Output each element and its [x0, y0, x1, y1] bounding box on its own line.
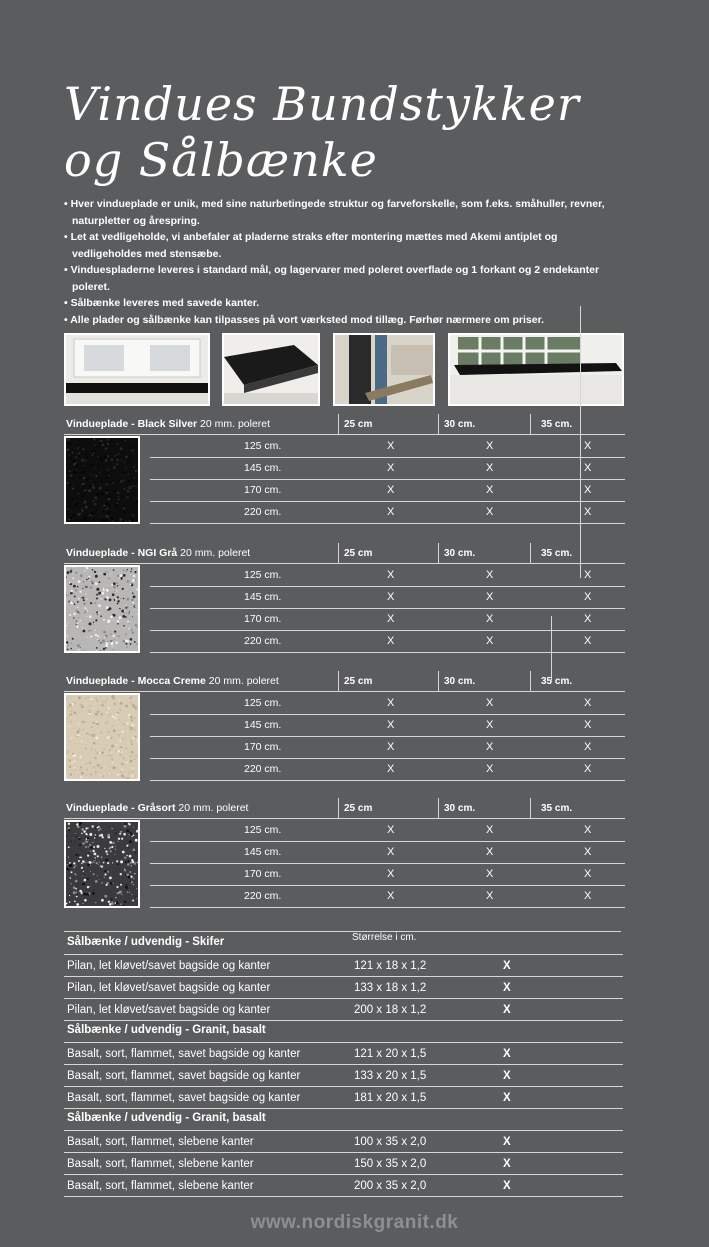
availability-mark: X — [486, 591, 494, 603]
sill-dimensions: 100 x 35 x 2,0 — [354, 1136, 427, 1148]
table-title — [66, 802, 248, 814]
sill-description: Pilan, let kløvet/savet bagside og kanter — [67, 960, 271, 972]
row-rule — [150, 652, 625, 653]
page-title — [64, 76, 664, 188]
table-header-rule — [64, 818, 625, 819]
availability-mark: X — [584, 741, 592, 753]
column-header: 30 cm. — [444, 419, 476, 430]
availability-mark: X — [387, 462, 395, 474]
size-label: 145 cm. — [244, 591, 282, 603]
table-title-material: Vindueplade - Gråsort — [66, 802, 176, 814]
column-divider — [530, 671, 531, 691]
stone-sample-swatch — [64, 565, 140, 653]
size-label: 220 cm. — [244, 890, 282, 902]
column-divider — [338, 414, 339, 434]
size-label: 220 cm. — [244, 635, 282, 647]
bullet-1: • Hver vindueplade er unik, med sine naturbetingede struktur og farveforskelle, som f.eks. småhuller, revner, naturpletter og årespring. — [64, 196, 624, 229]
sill-dimensions: 181 x 20 x 1,5 — [354, 1092, 427, 1104]
availability-mark: X — [486, 824, 494, 836]
availability-mark: X — [584, 824, 592, 836]
row-rule — [150, 736, 625, 737]
availability-mark: X — [387, 591, 395, 603]
sill-dimensions: 150 x 35 x 2,0 — [354, 1158, 427, 1170]
sill-rule — [64, 1152, 623, 1153]
size-label: 220 cm. — [244, 763, 282, 775]
column-divider — [338, 671, 339, 691]
sill-rule — [64, 1086, 623, 1087]
row-rule — [150, 479, 625, 480]
bullet-2: • Let at vedligeholde, vi anbefaler at pladerne straks efter montering mættes med Akemi antiplet og vedligeholdes med stensæbe. — [64, 229, 624, 262]
row-rule — [150, 907, 625, 908]
column-header: 35 cm. — [541, 548, 573, 559]
table-header-rule — [64, 434, 625, 435]
availability-mark: X — [387, 763, 395, 775]
availability-mark: X — [584, 868, 592, 880]
stone-sample-swatch — [64, 820, 140, 908]
availability-mark: X — [503, 1070, 511, 1082]
sill-dimensions: 121 x 20 x 1,5 — [354, 1048, 427, 1060]
availability-mark: X — [503, 1136, 511, 1148]
column-divider — [530, 798, 531, 818]
row-rule — [150, 863, 625, 864]
size-label: 170 cm. — [244, 613, 282, 625]
availability-mark: X — [584, 613, 592, 625]
availability-mark: X — [584, 462, 592, 474]
sill-top-rule — [64, 931, 621, 932]
sill-description: Basalt, sort, flammet, savet bagside og kanter — [67, 1092, 301, 1104]
sill-rule — [64, 1130, 623, 1131]
sill-dimensions: 133 x 20 x 1,5 — [354, 1070, 427, 1082]
availability-mark: X — [486, 569, 494, 581]
availability-mark: X — [387, 741, 395, 753]
availability-mark: X — [486, 635, 494, 647]
availability-mark: X — [486, 846, 494, 858]
availability-mark: X — [503, 1180, 511, 1192]
column-header: 30 cm. — [444, 676, 476, 687]
availability-mark: X — [584, 697, 592, 709]
availability-mark: X — [584, 506, 592, 518]
size-label: 220 cm. — [244, 506, 282, 518]
sill-description: Pilan, let kløvet/savet bagside og kanter — [67, 1004, 271, 1016]
row-rule — [150, 841, 625, 842]
availability-mark: X — [387, 697, 395, 709]
availability-mark: X — [387, 506, 395, 518]
row-rule — [150, 457, 625, 458]
title-line-1: Vindues Bundstykker — [64, 77, 580, 131]
row-rule — [150, 501, 625, 502]
sill-description: Pilan, let kløvet/savet bagside og kanter — [67, 982, 271, 994]
sill-rule — [64, 1064, 623, 1065]
size-label: 170 cm. — [244, 868, 282, 880]
availability-mark: X — [584, 484, 592, 496]
availability-mark: X — [486, 484, 494, 496]
size-label: 170 cm. — [244, 484, 282, 496]
availability-mark: X — [584, 635, 592, 647]
table-title — [66, 547, 250, 559]
info-bullets — [64, 196, 624, 328]
size-label: 125 cm. — [244, 440, 282, 452]
table-title-spec: 20 mm. poleret — [175, 802, 249, 814]
sill-rule — [64, 1020, 623, 1021]
sill-description: Basalt, sort, flammet, slebene kanter — [67, 1158, 254, 1170]
bullet-4: • Sålbænke leveres med savede kanter. — [64, 295, 624, 312]
availability-mark: X — [486, 506, 494, 518]
sill-rule — [64, 1108, 623, 1109]
row-rule — [150, 608, 625, 609]
availability-mark: X — [486, 763, 494, 775]
row-rule — [150, 714, 625, 715]
window-sill-photo-3 — [333, 333, 435, 406]
column-header: 25 cm — [344, 419, 373, 430]
sill-rule — [64, 1042, 623, 1043]
size-label: 170 cm. — [244, 741, 282, 753]
column-header: 25 cm — [344, 548, 373, 559]
column-header: 35 cm. — [541, 419, 573, 430]
row-rule — [150, 780, 625, 781]
column-header: 25 cm — [344, 803, 373, 814]
table-title-spec: 20 mm. poleret — [197, 418, 271, 430]
table-title-spec: 20 mm. poleret — [205, 675, 279, 687]
availability-mark: X — [486, 890, 494, 902]
column-header: 30 cm. — [444, 548, 476, 559]
column-divider — [438, 414, 439, 434]
availability-mark: X — [387, 484, 395, 496]
size-label: 125 cm. — [244, 824, 282, 836]
column-header: 35 cm. — [541, 803, 573, 814]
column-header: 30 cm. — [444, 803, 476, 814]
title-line-2: og Sålbænke — [64, 133, 378, 187]
row-rule — [150, 523, 625, 524]
availability-mark: X — [387, 569, 395, 581]
sill-group-title: Sålbænke / udvendig - Granit, basalt — [67, 1024, 266, 1036]
window-sill-photo-2 — [222, 333, 320, 406]
column-divider — [530, 414, 531, 434]
bullet-3: • Vinduespladerne leveres i standard mål, og lagervarer med poleret overflade og 1 forkant og 2 endekanter poleret. — [64, 262, 624, 295]
availability-mark: X — [387, 868, 395, 880]
size-label: 145 cm. — [244, 846, 282, 858]
availability-mark: X — [387, 890, 395, 902]
column-header: 35 cm. — [541, 676, 573, 687]
window-sill-photo-1 — [64, 333, 210, 406]
availability-mark: X — [486, 868, 494, 880]
stone-sample-swatch — [64, 693, 140, 781]
sill-description: Basalt, sort, flammet, savet bagside og kanter — [67, 1048, 301, 1060]
availability-mark: X — [486, 719, 494, 731]
sill-rule — [64, 1174, 623, 1175]
sill-dimensions: 200 x 18 x 1,2 — [354, 1004, 427, 1016]
availability-mark: X — [584, 569, 592, 581]
sill-rule — [64, 1196, 623, 1197]
availability-mark: X — [486, 741, 494, 753]
availability-mark: X — [486, 697, 494, 709]
column-divider — [438, 671, 439, 691]
stone-sample-swatch — [64, 436, 140, 524]
window-sill-photo-4 — [448, 333, 624, 406]
table-title-material: Vindueplade - Mocca Creme — [66, 675, 206, 687]
sill-description: Basalt, sort, flammet, slebene kanter — [67, 1136, 254, 1148]
availability-mark: X — [503, 1158, 511, 1170]
availability-mark: X — [503, 1048, 511, 1060]
availability-mark: X — [584, 846, 592, 858]
column-divider — [438, 543, 439, 563]
table-title — [66, 418, 270, 430]
availability-mark: X — [584, 440, 592, 452]
table-header-rule — [64, 563, 625, 564]
availability-mark: X — [387, 440, 395, 452]
availability-mark: X — [387, 719, 395, 731]
sill-description: Basalt, sort, flammet, savet bagside og kanter — [67, 1070, 301, 1082]
bullet-5: • Alle plader og sålbænke kan tilpasses på vort værksted mod tillæg. Førhør nærmere om priser. — [64, 312, 624, 329]
availability-mark: X — [584, 591, 592, 603]
column-divider — [338, 798, 339, 818]
sill-description: Basalt, sort, flammet, slebene kanter — [67, 1180, 254, 1192]
table-header-rule — [64, 691, 625, 692]
availability-mark: X — [387, 824, 395, 836]
size-label: 125 cm. — [244, 569, 282, 581]
column-header: 25 cm — [344, 676, 373, 687]
size-column-header: Størrelse i cm. — [352, 932, 417, 943]
decorative-line — [580, 306, 581, 578]
availability-mark: X — [584, 719, 592, 731]
availability-mark: X — [503, 1004, 511, 1016]
sill-group-title: Sålbænke / udvendig - Granit, basalt — [67, 1112, 266, 1124]
availability-mark: X — [584, 890, 592, 902]
sill-dimensions: 121 x 18 x 1,2 — [354, 960, 427, 972]
table-title-material: Vindueplade - Black Silver — [66, 418, 198, 430]
availability-mark: X — [584, 763, 592, 775]
table-title — [66, 675, 279, 687]
availability-mark: X — [486, 613, 494, 625]
row-rule — [150, 630, 625, 631]
sill-rule — [64, 976, 623, 977]
availability-mark: X — [486, 462, 494, 474]
size-label: 145 cm. — [244, 719, 282, 731]
row-rule — [150, 586, 625, 587]
decorative-line — [551, 616, 552, 680]
row-rule — [150, 885, 625, 886]
availability-mark: X — [387, 635, 395, 647]
column-divider — [530, 543, 531, 563]
availability-mark: X — [503, 960, 511, 972]
availability-mark: X — [486, 440, 494, 452]
column-divider — [438, 798, 439, 818]
availability-mark: X — [503, 1092, 511, 1104]
table-title-spec: 20 mm. poleret — [177, 547, 251, 559]
availability-mark: X — [503, 982, 511, 994]
sill-rule — [64, 954, 623, 955]
row-rule — [150, 758, 625, 759]
table-title-material: Vindueplade - NGI Grå — [66, 547, 178, 559]
availability-mark: X — [387, 613, 395, 625]
website-url[interactable]: www.nordiskgranit.dk — [250, 1212, 459, 1233]
column-divider — [338, 543, 339, 563]
availability-mark: X — [387, 846, 395, 858]
sill-group-title: Sålbænke / udvendig - Skifer — [67, 936, 225, 948]
size-label: 125 cm. — [244, 697, 282, 709]
sill-dimensions: 200 x 35 x 2,0 — [354, 1180, 427, 1192]
size-label: 145 cm. — [244, 462, 282, 474]
sill-dimensions: 133 x 18 x 1,2 — [354, 982, 427, 994]
sill-rule — [64, 998, 623, 999]
